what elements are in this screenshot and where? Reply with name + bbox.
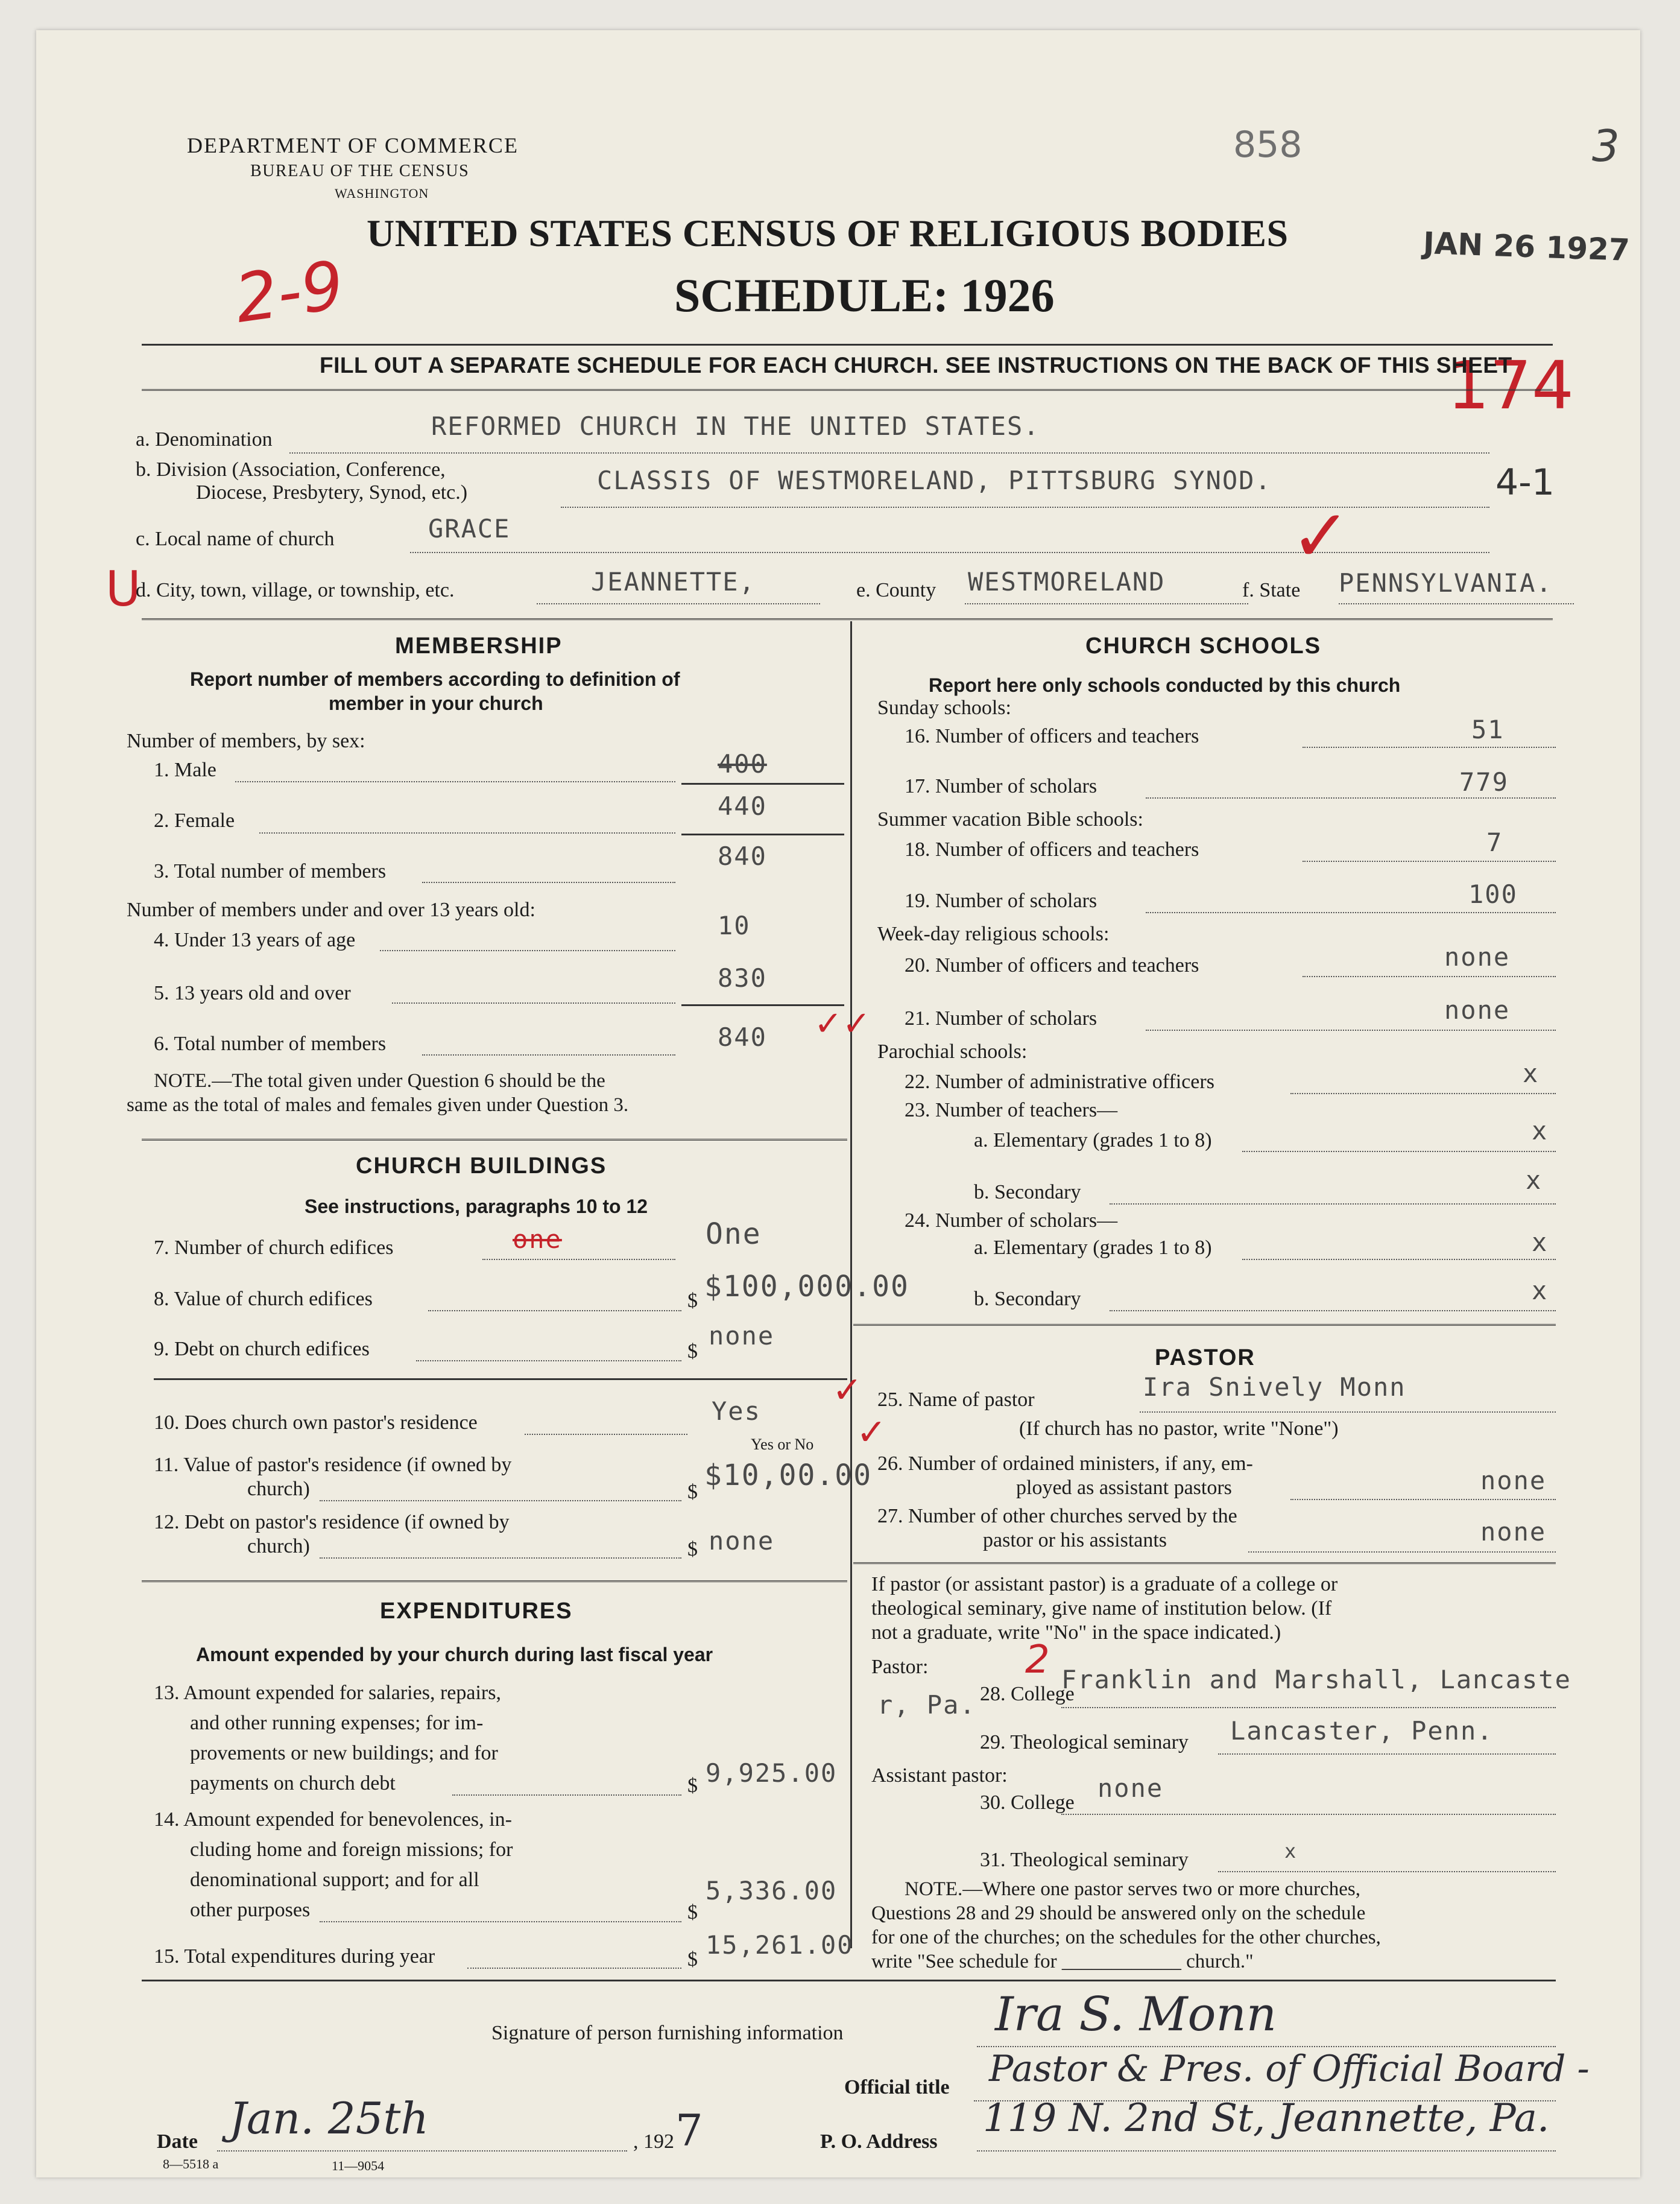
dotted-line <box>289 452 1489 454</box>
dotted-line <box>380 950 675 951</box>
other-churches-field[interactable]: none <box>1480 1517 1547 1547</box>
pastor-graduate-label: Pastor: <box>871 1656 929 1678</box>
weekday-schools-label: Week-day religious schools: <box>877 923 1110 945</box>
dotted-line <box>977 2150 1556 2152</box>
scholars-elementary-label: a. Elementary (grades 1 to 8) <box>974 1237 1212 1259</box>
total-members-by-age-field[interactable]: 840 <box>718 1022 767 1052</box>
dotted-line <box>1242 1151 1556 1152</box>
dotted-line <box>1339 603 1574 604</box>
scholars-secondary-field[interactable]: x <box>1532 1276 1549 1305</box>
seminary-field[interactable]: Lancaster, Penn. <box>1230 1716 1494 1746</box>
dotted-line <box>965 603 1248 604</box>
dotted-line <box>1242 1259 1556 1260</box>
edifices-count-field[interactable]: One <box>706 1217 762 1251</box>
residence-debt-label-1: 12. Debt on pastor's residence (if owned by <box>154 1511 510 1533</box>
edifices-debt-field[interactable]: none <box>709 1321 775 1351</box>
divider <box>142 618 1553 622</box>
pastor-note-4: write "See schedule for ____________ church." <box>871 1951 1254 1972</box>
pastor-name-note: (If church has no pastor, write "None") <box>1019 1417 1339 1440</box>
divider <box>142 1980 1556 1981</box>
summer-scholars-field[interactable]: 100 <box>1468 879 1518 909</box>
owns-residence-label: 10. Does church own pastor's residence <box>154 1411 478 1434</box>
red-check-mark: ✓ <box>832 1369 863 1411</box>
dotted-line <box>467 1968 681 1969</box>
benevolences-label-3: denominational support; and for all <box>190 1869 479 1891</box>
page-subtitle: SCHEDULE: 1926 <box>674 269 1055 321</box>
red-mark-top-right: 174 <box>1447 347 1574 424</box>
divider <box>142 1139 847 1143</box>
dotted-line <box>1303 747 1556 748</box>
graduate-instructions-2: theological seminary, give name of institution below. (If <box>871 1597 1332 1620</box>
owns-residence-field[interactable]: Yes <box>712 1396 761 1426</box>
expenditures-subheading: Amount expended by your church during last fiscal year <box>196 1644 713 1665</box>
parochial-scholars-label: 24. Number of scholars— <box>905 1209 1118 1232</box>
signature-label: Signature of person furnishing information <box>491 2022 844 2044</box>
dotted-line <box>1061 1707 1556 1708</box>
form-number: 858 <box>1233 124 1303 166</box>
divider <box>142 389 1553 393</box>
print-code: 11—9054 <box>332 2158 385 2173</box>
dotted-line <box>422 882 675 883</box>
edifices-debt-label: 9. Debt on church edifices <box>154 1338 370 1360</box>
city-label: d. City, town, village, or township, etc. <box>136 579 455 601</box>
year-prefix: , 192 <box>633 2130 674 2153</box>
red-check-mark: ✓✓ <box>814 1004 871 1043</box>
red-mark-side: U <box>106 561 141 617</box>
assistant-pastor-label: Assistant pastor: <box>871 1764 1008 1787</box>
pastor-heading: PASTOR <box>1155 1345 1255 1370</box>
church-schools-subheading: Report here only schools conducted by this church <box>929 674 1401 696</box>
parochial-teachers-label: 23. Number of teachers— <box>905 1099 1118 1121</box>
over-13-field[interactable]: 830 <box>718 963 767 993</box>
assistant-seminary-field[interactable]: x <box>1284 1840 1298 1863</box>
red-mark-pastor: 2 <box>1025 1638 1050 1682</box>
church-name-label: c. Local name of church <box>136 528 335 550</box>
official-title-field[interactable]: Pastor & Pres. of Official Board - <box>989 2048 1590 2090</box>
parochial-admin-field[interactable]: x <box>1523 1059 1539 1088</box>
total-members-label: 3. Total number of members <box>154 860 387 882</box>
teachers-elementary-label: a. Elementary (grades 1 to 8) <box>974 1129 1212 1151</box>
other-churches-label-1: 27. Number of other churches served by the <box>877 1505 1237 1527</box>
benevolences-label-1: 14. Amount expended for benevolences, in- <box>154 1808 512 1831</box>
pastor-note-1: NOTE.—Where one pastor serves two or more churches, <box>905 1878 1360 1900</box>
members-by-age-label: Number of members under and over 13 years old: <box>127 899 535 921</box>
red-mark-top-left: 2-9 <box>230 246 349 338</box>
dotted-line <box>320 1500 681 1501</box>
summer-schools-label: Summer vacation Bible schools: <box>877 808 1143 831</box>
edifices-count-label: 7. Number of church edifices <box>154 1237 394 1259</box>
census-schedule-sheet <box>36 30 1640 2177</box>
dotted-line <box>1110 1310 1556 1311</box>
dotted-line <box>1140 1411 1556 1413</box>
dollar-sign: $ <box>687 1538 698 1560</box>
dollar-sign: $ <box>687 1901 698 1924</box>
divider <box>142 1580 847 1585</box>
division-code-mark: 4-1 <box>1495 461 1555 504</box>
answer-line <box>681 783 844 785</box>
state-label: f. State <box>1242 579 1301 601</box>
po-address-label: P. O. Address <box>820 2130 938 2153</box>
dollar-sign: $ <box>687 1481 698 1503</box>
county-label: e. County <box>856 579 936 601</box>
sunday-scholars-label: 17. Number of scholars <box>905 775 1097 797</box>
date-label: Date <box>157 2130 198 2153</box>
church-name-field[interactable]: GRACE <box>428 514 511 543</box>
college-label: 28. College <box>980 1683 1075 1705</box>
dotted-line <box>1146 797 1556 799</box>
dotted-line <box>1303 861 1556 862</box>
total-expenditures-label: 15. Total expenditures during year <box>154 1945 435 1968</box>
dotted-line <box>392 1002 675 1004</box>
dotted-line <box>1146 1030 1556 1031</box>
graduate-instructions-1: If pastor (or assistant pastor) is a graduate of a college or <box>871 1573 1338 1595</box>
sunday-scholars-field[interactable]: 779 <box>1459 767 1509 797</box>
edifices-value-label: 8. Value of church edifices <box>154 1288 373 1310</box>
division-label-1: b. Division (Association, Conference, <box>136 458 446 481</box>
teachers-secondary-label: b. Secondary <box>974 1181 1081 1203</box>
dotted-line <box>320 1557 681 1559</box>
pastor-name-label: 25. Name of pastor <box>877 1389 1035 1411</box>
under-13-field[interactable]: 10 <box>718 911 751 940</box>
membership-heading: MEMBERSHIP <box>395 633 563 659</box>
teachers-secondary-field[interactable]: x <box>1526 1165 1543 1195</box>
dotted-line <box>1248 1551 1556 1553</box>
male-label: 1. Male <box>154 759 216 781</box>
form-code: 8—5518 a <box>163 2156 219 2171</box>
graduate-instructions-3: not a graduate, write "No" in the space indicated.) <box>871 1621 1281 1644</box>
dollar-sign: $ <box>687 1948 698 1971</box>
dotted-line <box>422 1054 675 1056</box>
running-expenses-label-2: and other running expenses; for im- <box>190 1712 484 1734</box>
department-name: DEPARTMENT OF COMMERCE <box>187 133 519 157</box>
residence-value-label-2: church) <box>247 1478 310 1500</box>
assistant-college-label: 30. College <box>980 1791 1075 1814</box>
assistant-seminary-label: 31. Theological seminary <box>980 1849 1189 1871</box>
assistant-ministers-label-2: ployed as assistant pastors <box>1016 1477 1232 1499</box>
parochial-schools-label: Parochial schools: <box>877 1040 1028 1063</box>
benevolences-label-2: cluding home and foreign missions; for <box>190 1838 513 1861</box>
dotted-line <box>1303 976 1556 977</box>
pastor-name-field[interactable]: Ira Snively Monn <box>1143 1372 1406 1402</box>
residence-debt-label-2: church) <box>247 1535 310 1557</box>
church-buildings-subheading: See instructions, paragraphs 10 to 12 <box>305 1195 648 1217</box>
answer-line <box>681 834 844 835</box>
benevolences-label-4: other purposes <box>190 1899 311 1921</box>
dotted-line <box>428 1310 681 1311</box>
female-count-field[interactable]: 440 <box>718 791 767 821</box>
signature-field[interactable]: Ira S. Monn <box>995 1987 1277 2042</box>
running-expenses-label-3: provements or new buildings; and for <box>190 1742 498 1764</box>
dotted-line <box>416 1360 681 1361</box>
dotted-line <box>482 1259 675 1260</box>
under-13-label: 4. Under 13 years of age <box>154 929 356 951</box>
dotted-line <box>452 1794 681 1796</box>
membership-subheading-2: member in your church <box>329 692 543 714</box>
edifices-count-struck-value: one <box>513 1224 562 1254</box>
divider <box>853 1324 1556 1328</box>
page-title: UNITED STATES CENSUS OF RELIGIOUS BODIES <box>367 212 1289 255</box>
weekday-scholars-label: 21. Number of scholars <box>905 1007 1097 1030</box>
running-expenses-field[interactable]: 9,925.00 <box>706 1758 838 1788</box>
weekday-teachers-field[interactable]: none <box>1444 942 1511 972</box>
dotted-line <box>235 781 675 782</box>
scholars-secondary-label: b. Secondary <box>974 1288 1081 1310</box>
membership-note-1: NOTE.—The total given under Question 6 should be the <box>154 1070 605 1092</box>
dotted-line <box>1110 1203 1556 1205</box>
female-label: 2. Female <box>154 809 235 832</box>
edifices-value-field[interactable]: $100,000.00 <box>704 1270 909 1303</box>
weekday-teachers-label: 20. Number of officers and teachers <box>905 954 1199 977</box>
seminary-label: 29. Theological seminary <box>980 1731 1189 1753</box>
dotted-line <box>525 1434 687 1435</box>
dotted-line <box>1061 1814 1556 1815</box>
divider <box>154 1378 847 1380</box>
weekday-scholars-field[interactable]: none <box>1444 995 1511 1025</box>
membership-subheading-1: Report number of members according to definition of <box>190 668 680 690</box>
city-name: WASHINGTON <box>335 186 429 201</box>
summer-scholars-label: 19. Number of scholars <box>905 890 1097 912</box>
corner-mark: 3 <box>1592 121 1620 171</box>
red-check-mark: ✓ <box>1290 495 1351 578</box>
yes-no-hint: Yes or No <box>751 1436 814 1453</box>
sunday-teachers-field[interactable]: 51 <box>1471 715 1505 744</box>
dollar-sign: $ <box>687 1290 698 1312</box>
denomination-label: a. Denomination <box>136 428 273 451</box>
assistant-ministers-label-1: 26. Number of ordained ministers, if any, em- <box>877 1452 1253 1475</box>
running-expenses-label-1: 13. Amount expended for salaries, repairs, <box>154 1682 501 1704</box>
dotted-line <box>1290 1499 1556 1500</box>
total-members-field[interactable]: 840 <box>718 841 767 871</box>
bureau-name: BUREAU OF THE CENSUS <box>250 162 470 180</box>
pastor-note-2: Questions 28 and 29 should be answered only on the schedule <box>871 1902 1366 1924</box>
dotted-line <box>217 2150 627 2152</box>
expenditures-heading: EXPENDITURES <box>380 1598 573 1624</box>
sunday-teachers-label: 16. Number of officers and teachers <box>905 725 1199 747</box>
over-13-label: 5. 13 years old and over <box>154 982 351 1004</box>
total-expenditures-field[interactable]: 15,261.00 <box>706 1930 854 1960</box>
dollar-sign: $ <box>687 1775 698 1797</box>
dollar-sign: $ <box>687 1340 698 1363</box>
church-schools-heading: CHURCH SCHOOLS <box>1085 633 1322 659</box>
church-buildings-heading: CHURCH BUILDINGS <box>356 1153 607 1179</box>
year-digit-field[interactable]: 7 <box>675 2105 703 2156</box>
pastor-note-3: for one of the churches; on the schedules for the other churches, <box>871 1927 1381 1948</box>
assistant-college-field[interactable]: none <box>1097 1773 1164 1803</box>
residence-value-label-1: 11. Value of pastor's residence (if owned by <box>154 1454 512 1476</box>
instruction-line: FILL OUT A SEPARATE SCHEDULE FOR EACH CHURCH. SEE INSTRUCTIONS ON THE BACK OF THIS SHEET <box>320 353 1512 378</box>
running-expenses-label-4: payments on church debt <box>190 1772 396 1794</box>
residence-debt-field[interactable]: none <box>709 1526 775 1556</box>
po-address-field[interactable]: 119 N. 2nd St, Jeannette, Pa. <box>983 2096 1550 2141</box>
division-label-2: Diocese, Presbytery, Synod, etc.) <box>196 481 468 504</box>
members-by-sex-label: Number of members, by sex: <box>127 730 365 752</box>
divider <box>853 1562 1556 1566</box>
received-date-stamp: JAN 26 1927 <box>1423 226 1631 268</box>
residence-value-field[interactable]: $10,00.00 <box>704 1458 873 1492</box>
dotted-line <box>1218 1753 1556 1755</box>
other-churches-label-2: pastor or his assistants <box>983 1529 1167 1551</box>
assistant-ministers-field[interactable]: none <box>1480 1466 1547 1495</box>
total-members-by-age-label: 6. Total number of members <box>154 1033 387 1055</box>
red-check-mark: ✓ <box>856 1411 887 1454</box>
male-count-field[interactable]: 400 <box>718 749 767 779</box>
dotted-line <box>320 1921 681 1922</box>
benevolences-field[interactable]: 5,336.00 <box>706 1876 838 1905</box>
college-field-continued[interactable]: r, Pa. <box>877 1690 976 1720</box>
membership-note-2: same as the total of males and females given under Question 3. <box>127 1094 629 1116</box>
official-title-label: Official title <box>844 2076 950 2098</box>
college-field[interactable]: Franklin and Marshall, Lancaste <box>1061 1665 1571 1694</box>
county-field[interactable]: WESTMORELAND <box>968 567 1166 597</box>
scholars-elementary-field[interactable]: x <box>1532 1227 1549 1257</box>
parochial-admin-label: 22. Number of administrative officers <box>905 1071 1214 1093</box>
summer-teachers-field[interactable]: 7 <box>1486 828 1503 857</box>
dotted-line <box>977 2046 1556 2047</box>
city-field[interactable]: JEANNETTE, <box>591 567 756 597</box>
teachers-elementary-field[interactable]: x <box>1532 1116 1549 1145</box>
sunday-schools-label: Sunday schools: <box>877 697 1011 719</box>
date-field[interactable]: Jan. 25th <box>229 2093 429 2144</box>
division-field[interactable]: CLASSIS OF WESTMORELAND, PITTSBURG SYNOD. <box>597 466 1272 495</box>
dotted-line <box>1290 1093 1556 1094</box>
dotted-line <box>537 603 820 604</box>
dotted-line <box>259 832 675 834</box>
state-field[interactable]: PENNSYLVANIA. <box>1339 568 1553 598</box>
denomination-field[interactable]: REFORMED CHURCH IN THE UNITED STATES. <box>431 411 1040 441</box>
dotted-line <box>1146 912 1556 913</box>
dotted-line <box>1218 1871 1556 1872</box>
divider <box>142 344 1553 346</box>
summer-teachers-label: 18. Number of officers and teachers <box>905 838 1199 861</box>
